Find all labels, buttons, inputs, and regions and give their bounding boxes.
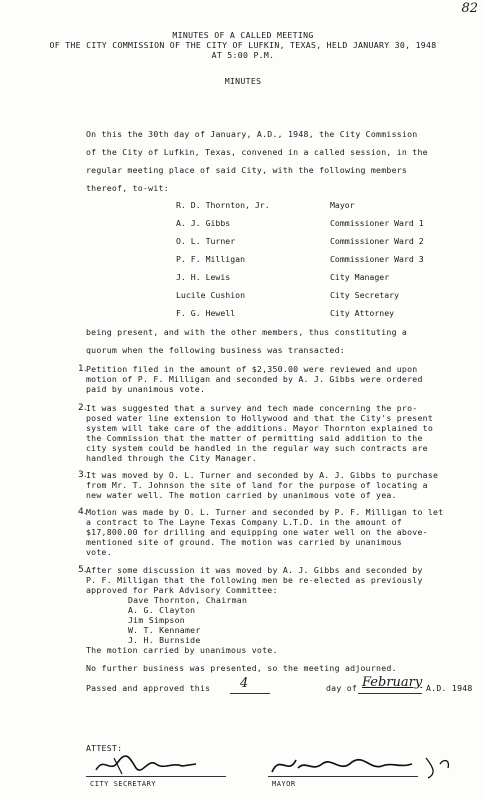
item-line: motion of P. F. Milligan and seconded by A. J. Gibbs were ordered (86, 374, 423, 384)
committee-member: J. H. Burnside (128, 635, 201, 645)
secretary-signature-line (86, 776, 226, 777)
item-line: posed water line extension to Hollywood and that the City's present (86, 413, 434, 423)
attendee-role: Commissioner Ward 1 (330, 218, 424, 228)
item-line: a contract to The Layne Texas Company L.T.D. in the amount of (86, 517, 402, 527)
item-number: 3. (78, 470, 87, 480)
attendee-name: F. G. Hewell (176, 308, 236, 318)
committee-member: Dave Thornton, Chairman (128, 595, 248, 605)
attendee-name: P. F. Milligan (176, 254, 246, 264)
attendee-name: O. L. Turner (176, 236, 236, 246)
header-time: AT 5:00 P.M. (211, 50, 275, 60)
secretary-signature (92, 752, 202, 778)
presence-line: being present, and with the other members, thus constituting a (86, 327, 408, 337)
minutes-heading: MINUTES (224, 76, 262, 86)
approval-day: 4 (240, 676, 249, 691)
item-line: mentioned site of ground. The motion was carried by unanimous (86, 537, 402, 547)
attendee-name: Lucile Cushion (176, 290, 246, 300)
attendee-role: Commissioner Ward 2 (330, 236, 424, 246)
attendee-role: City Secretary (330, 290, 400, 300)
item-line: P. F. Milligan that the following men be re-elected as previously (86, 575, 423, 585)
item-number: 2. (78, 403, 87, 413)
item-line: handled through the City Manager. (86, 453, 257, 463)
attendee-name: A. J. Gibbs (176, 218, 231, 228)
item-line: approved for Park Advisory Committee: (86, 585, 278, 595)
item-line: After some discussion it was moved by A. J. Gibbs and seconded by (86, 565, 423, 575)
opening-line: thereof, to-wit: (86, 183, 169, 193)
committee-member: W. T. Kennamer (128, 625, 201, 635)
committee-member: A. G. Clayton (128, 605, 196, 615)
item-line: It was suggested that a survey and tech made concerning the pro- (86, 403, 418, 413)
mayor-label: MAYOR (272, 780, 296, 788)
item-line: It was moved by O. L. Turner and seconded by A. J. Gibbs to purchase (86, 470, 439, 480)
item-line: new water well. The motion carried by unanimous vote of yea. (86, 490, 397, 500)
item-line: system will take care of the additions. Mayor Thornton explained to (86, 423, 434, 433)
item-line: $17,800.00 for drilling and equipping one water well on the above- (86, 527, 428, 537)
attendee-role: Commissioner Ward 3 (330, 254, 424, 264)
approval-suffix: A.D. 1948 (426, 683, 473, 693)
item-number: 4. (78, 507, 87, 517)
presence-line: quorum when the following business was transacted: (86, 345, 345, 355)
attendee-role: Mayor (330, 200, 355, 210)
approval-prefix: Passed and approved this (86, 683, 211, 693)
approval-month: February (362, 675, 423, 690)
header-subtitle: OF THE CITY COMMISSION OF THE CITY OF LUFKIN, TEXAS, HELD JANUARY 30, 1948 (49, 40, 437, 50)
item-line: from Mr. T. Johnson the site of land for the purpose of locating a (86, 480, 428, 490)
item-line: city system could be handled in the regular way such contracts are (86, 443, 428, 453)
day-underline (230, 693, 270, 694)
committee-member: Jim Simpson (128, 615, 185, 625)
attest-label: ATTEST: (86, 743, 123, 753)
attendee-role: City Manager (330, 272, 390, 282)
month-underline (358, 693, 422, 694)
item-line: The motion carried by unanimous vote. (86, 645, 278, 655)
opening-line: of the City of Lufkin, Texas, convened in a called session, in the (86, 147, 428, 157)
header-title: MINUTES OF A CALLED MEETING (172, 30, 314, 40)
item-number: 5. (78, 565, 87, 575)
attendee-name: R. D. Thornton, Jr. (176, 200, 270, 210)
attendee-role: City Attorney (330, 308, 395, 318)
page-number: 82 (461, 1, 478, 16)
item-line: Motion was made by O. L. Turner and seconded by P. F. Milligan to let (86, 507, 444, 517)
adjourn-line: No further business was presented, so the meeting adjourned. (86, 663, 397, 673)
item-line: the Commission that the matter of permitting said addition to the (86, 433, 423, 443)
item-line: paid by unanimous vote. (86, 384, 206, 394)
mayor-signature-line (268, 776, 418, 777)
item-line: Petition filed in the amount of $2,350.00 were reviewed and upon (86, 364, 418, 374)
secretary-label: CITY SECRETARY (90, 780, 157, 788)
item-line: vote. (86, 547, 112, 557)
item-number: 1. (78, 364, 87, 374)
attendee-name: J. H. Lewis (176, 272, 231, 282)
opening-line: On this the 30th day of January, A.D., 1948, the City Commission (86, 129, 418, 139)
approval-middle: day of (326, 683, 358, 693)
opening-line: regular meeting place of said City, with the following members (86, 165, 408, 175)
